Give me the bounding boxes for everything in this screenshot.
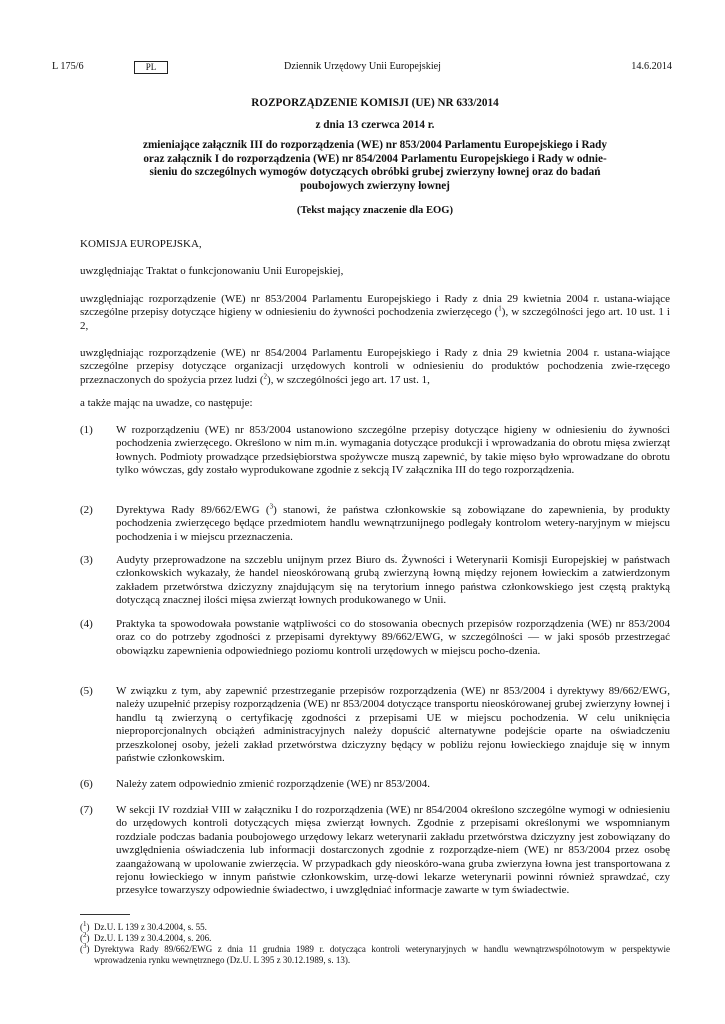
- recital-text: W sekcji IV rozdział VIII w załączniku I do rozporządzenia (WE) nr 854/2004 określono szczególne wymogi w odniesieniu do urzędowych kontroli dotyczących mięsa zwierząt łownych. Zgodnie z przepisami określonymi we wspomnianym rozdziale podczas badania poubojowego urzędowy lekarz weterynarii zakładu przetwórstwa dziczyzny jest zobowiązany do uwzględnienia oświadczenia lub informacji dostarczonych zgodnie z rozporządze-niem (WE) nr 853/2004 przez osobę zaangażowaną w upolowanie zwierzęcia. W przypadkach gdy nieoskóro-wana gruba zwierzyna łowna jest transportowana z rejonu łowieckiego w innym państwie członkowskim, urzę-dowi lekarze weterynarii powinni również sprawdzać, czy przesyłce towarzyszy odpowiednie świadectwo, i uwzględniać informacje zawarte w tym świadectwie.: [116, 804, 670, 897]
- whereas-intro: a także mając na uwadze, co następuje:: [80, 397, 253, 409]
- recital-text: Należy zatem odpowiednio zmienić rozporządzenie (WE) nr 853/2004.: [116, 778, 430, 790]
- footnote-text: Dz.U. L 139 z 30.4.2004, s. 55.: [94, 922, 207, 932]
- journal-title: Dziennik Urzędowy Unii Europejskiej: [283, 61, 442, 72]
- recital-text: W rozporządzeniu (WE) nr 853/2004 ustanowiono szczególne przepisy dotyczące higieny w odniesieniu do żywności pochodzenia zwierzęcego. Określono w nim m.in. wymagania dotyczące produkcji i wprowadzania do obrotu mięsa zwierząt łownych. Podmioty prowadzące przedsiębiorstwa spożywcze muszą zapewnić, by takie mięso było wprowadzane do obrotu tylko wówczas, gdy zostało wyprodukowane zgodnie z sekcją IV załącznika III do tego rozporządzenia.: [116, 424, 670, 477]
- treaty-citation: uwzględniając Traktat o funkcjonowaniu Unii Europejskiej,: [80, 265, 344, 277]
- footnote-mark: ($^1$): [80, 920, 90, 932]
- footnote-mark: ($^2$): [80, 931, 90, 943]
- footnote-text: Dz.U. L 139 z 30.4.2004, s. 206.: [94, 933, 212, 943]
- subject-line: poubojowych zwierzyny łownej: [300, 179, 450, 192]
- footnote-ref: 2: [263, 372, 268, 381]
- recital-number: (5): [80, 685, 93, 697]
- recital-number: (2): [80, 504, 93, 516]
- recital-number: (6): [80, 778, 93, 790]
- recital-text: Dyrektywa Rady 89/662/EWG ($^3$) stanowi, że państwa członkowskie są zobowiązane do zapewnienia, by produkty pochodzenia zwierzęcego będące przedmiotem handlu wewnątrzunijnego podlegały kontrolom wetery-naryjnym w miejscu pochodzenia i w miejscu przeznaczenia.: [116, 502, 670, 543]
- recital-text: W związku z tym, aby zapewnić przestrzeganie przepisów rozporządzenia (WE) nr 853/2004 i dyrektywy 89/662/EWG, należy uzupełnić przepisy rozporządzenia (WE) nr 853/2004 dotyczące transportu nieoskórowanej grubej zwierzyny łownej i handlu tą zwierzyną o certyfikację zgodności z przepisami UE w miejscu pochodzenia. W celu uniknięcia nieproporcjonalnych obciążeń administracyjnych należy dopuścić alternatywne podejście oparte na oświadczeniu przeszkolonej osoby, jeżeli zakład przetwórstwa dziczyzny będący w pobliżu rejonu łowieckiego znajduje się w innym państwie członkowskim.: [116, 685, 670, 765]
- publication-date: 14.6.2014: [631, 61, 672, 72]
- recital-text: Praktyka ta spowodowała powstanie wątpliwości co do stosowania obecnych przepisów rozporządzenia (WE) nr 853/2004 oraz co do potrzeby zgodności z przepisami dyrektywy 89/662/EWG, w szczególności — w jaki sposób przestrzegać obowiązku zapewnienia odpowiedniego poziomu kontroli urzędowych w miejscu pocho-dzenia.: [116, 618, 670, 657]
- recital-number: (7): [80, 804, 93, 816]
- regulation-date: z dnia 13 czerwca 2014 r.: [315, 119, 435, 131]
- recital-text: Audyty przeprowadzone na szczeblu unijnym przez Biuro ds. Żywności i Weterynarii Komisji Europejskiej w państwach członkowskich wykazały, że handel nieoskórowaną grubą zwierzyną łowną między rejonem łowieckim a zatwierdzonym zakładem przetwórstwa dziczyzny znajdującym się na terytorium innego państwa członkowskiego jest częstą praktyką dotyczącą znacznej ilości mięsa zwierząt łownych produkowanego w Unii.: [116, 554, 670, 607]
- footnote-ref: 3: [269, 502, 274, 511]
- subject-line: sieniu do szczególnych wymogów dotyczących obróbki grubej zwierzyny łownej oraz do badań: [149, 166, 601, 179]
- regulation-title: ROZPORZĄDZENIE KOMISJI (UE) NR 633/2014: [251, 97, 499, 109]
- subject-line: oraz załącznik I do rozporządzenia (WE) nr 854/2004 Parlamentu Europejskiego i Rady w odnie-: [143, 152, 607, 165]
- subject-line: zmieniające załącznik III do rozporządzenia (WE) nr 853/2004 Parlamentu Europejskiego i Rady: [143, 139, 607, 151]
- regulation-subject: [80, 139, 670, 193]
- eea-relevance: (Tekst mający znaczenie dla EOG): [296, 205, 454, 216]
- footnote-text: Dyrektywa Rady 89/662/EWG z dnia 11 grudnia 1989 r. dotycząca kontroli weterynaryjnych w handlu wewnątrzwspólnotowym w perspektywie wprowadzenia rynku wewnętrznego (Dz.U. L 395 z 30.12.1989, s. 13).: [94, 944, 670, 965]
- footnote-mark: ($^3$): [80, 942, 90, 954]
- footnote-divider: [80, 914, 130, 915]
- language-badge: PL: [134, 61, 168, 74]
- recital-number: (1): [80, 424, 93, 436]
- recital-number: (4): [80, 618, 93, 630]
- citation-reg-853: uwzględniając rozporządzenie (WE) nr 853/2004 Parlamentu Europejskiego i Rady z dnia 29 kwietnia 2004 r. ustana-wiające szczególne przepisy dotyczące higieny w odniesieniu do żywności pochodzenia zwierzęcego ($^1$), w szczególności jego art. 10 ust. 1 i 2,: [80, 293, 670, 332]
- page-reference: L 175/6: [52, 61, 84, 72]
- recital-number: (3): [80, 554, 93, 566]
- citation-reg-854: uwzględniając rozporządzenie (WE) nr 854/2004 Parlamentu Europejskiego i Rady z dnia 29 kwietnia 2004 r. ustana-wiające szczególne przepisy dotyczące organizacji urzędowych kontroli w odniesieniu do produktów pochodzenia zwie-rzęcego przeznaczonych do spożycia przez ludzi ($^2$), w szczególności jego art. 17 ust. 1,: [80, 347, 670, 386]
- footnote-ref: 1: [498, 304, 502, 313]
- commission-heading: KOMISJA EUROPEJSKA,: [80, 238, 202, 250]
